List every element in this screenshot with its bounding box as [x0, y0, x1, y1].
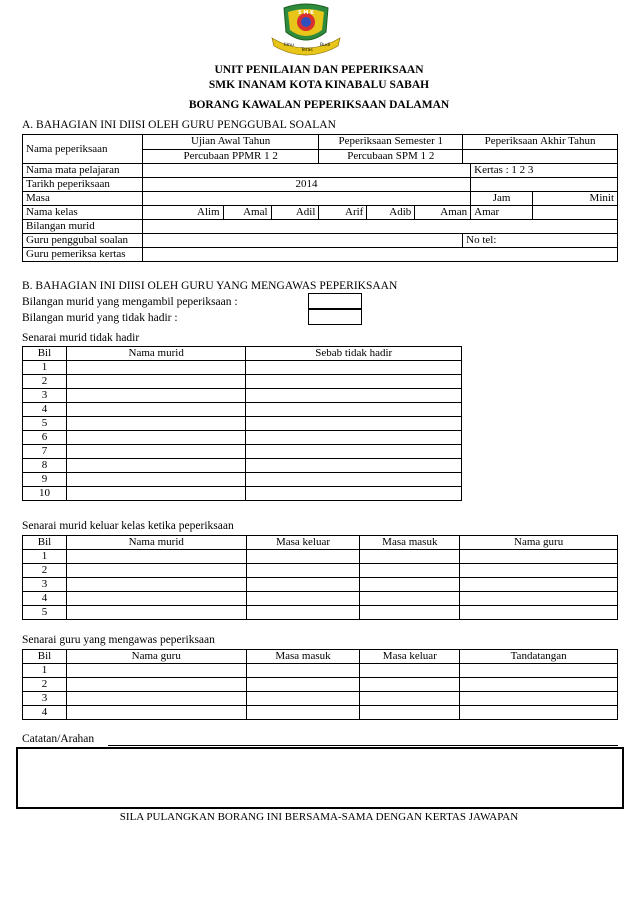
- keluar-cell[interactable]: [360, 592, 460, 606]
- col-masa-keluar: Masa keluar: [360, 650, 460, 664]
- field-guru-pemeriksa[interactable]: [142, 248, 617, 262]
- table-row: [23, 550, 618, 564]
- field-guru-penggubal[interactable]: [142, 234, 462, 248]
- keluar-cell[interactable]: [460, 606, 618, 620]
- pengawas-cell[interactable]: [66, 664, 246, 678]
- col-masa-masuk: Masa masuk: [360, 536, 460, 550]
- header-unit: UNIT PENILAIAN DAN PEPERIKSAAN: [214, 64, 424, 76]
- absent-cell[interactable]: [246, 473, 462, 487]
- pengawas-title: Senarai guru yang mengawas peperiksaan: [22, 634, 215, 646]
- keluar-cell[interactable]: [246, 606, 360, 620]
- keluar-cell[interactable]: [66, 564, 246, 578]
- col-sebab: Sebab tidak hadir: [246, 347, 462, 361]
- keluar-table: [22, 535, 618, 620]
- label-bilangan-tidak-hadir: Bilangan murid yang tidak hadir :: [22, 312, 178, 324]
- pengawas-cell[interactable]: [66, 678, 246, 692]
- pengawas-cell[interactable]: [460, 692, 618, 706]
- col-bil: Bil: [23, 347, 67, 361]
- field-kertas[interactable]: Kertas : 1 2 3: [471, 164, 618, 178]
- footer-note: SILA PULANGKAN BORANG INI BERSAMA-SAMA DENGAN KERTAS JAWAPAN: [119, 811, 519, 823]
- label-jam: Jam: [471, 192, 533, 206]
- svg-text:S M K: S M K: [298, 10, 314, 16]
- table-row: [23, 473, 462, 487]
- pengawas-cell[interactable]: [360, 692, 460, 706]
- field-bilangan-ambil[interactable]: [308, 293, 362, 309]
- row-number: 1: [23, 550, 67, 564]
- row-number: 4: [23, 706, 67, 720]
- field-mata-pelajaran[interactable]: [142, 164, 470, 178]
- row-number: 9: [23, 473, 67, 487]
- section-b-title: B. BAHAGIAN INI DIISI OLEH GURU YANG MENGAWAS PEPERIKSAAN: [22, 280, 398, 292]
- col-nama-guru: Nama guru: [66, 650, 246, 664]
- absent-cell[interactable]: [246, 375, 462, 389]
- table-row: [23, 664, 618, 678]
- row-number: 4: [23, 403, 67, 417]
- field-tarikh[interactable]: 2014: [142, 178, 470, 192]
- pengawas-cell[interactable]: [246, 664, 360, 678]
- row-number: 2: [23, 564, 67, 578]
- pengawas-cell[interactable]: [66, 692, 246, 706]
- keluar-cell[interactable]: [66, 550, 246, 564]
- keluar-cell[interactable]: [246, 578, 360, 592]
- keluar-cell[interactable]: [66, 606, 246, 620]
- label-bilangan-murid: Bilangan murid: [23, 220, 143, 234]
- absent-cell[interactable]: [66, 473, 246, 487]
- row-number: 2: [23, 375, 67, 389]
- keluar-cell[interactable]: [460, 564, 618, 578]
- row-number: 10: [23, 487, 67, 501]
- table-row: [23, 606, 618, 620]
- label-guru-pemeriksa: Guru pemeriksa kertas: [23, 248, 143, 262]
- pengawas-cell[interactable]: [360, 706, 460, 720]
- keluar-cell[interactable]: [360, 564, 460, 578]
- label-minit: Minit: [533, 192, 618, 206]
- absent-cell[interactable]: [66, 403, 246, 417]
- label-guru-penggubal: Guru penggubal soalan: [23, 234, 143, 248]
- pengawas-cell[interactable]: [66, 706, 246, 720]
- absent-cell[interactable]: [246, 403, 462, 417]
- option-pmr[interactable]: Percubaan PPMR 1 2: [142, 149, 318, 164]
- keluar-cell[interactable]: [360, 550, 460, 564]
- col-masa-keluar: Masa keluar: [246, 536, 360, 550]
- row-number: 3: [23, 692, 67, 706]
- keluar-cell[interactable]: [246, 564, 360, 578]
- table-row: [23, 692, 618, 706]
- absent-table: [22, 346, 462, 501]
- absent-cell[interactable]: [66, 389, 246, 403]
- col-bil: Bil: [23, 650, 67, 664]
- row-number: 3: [23, 389, 67, 403]
- pengawas-cell[interactable]: [360, 664, 460, 678]
- table-row: [23, 417, 462, 431]
- table-row: [23, 578, 618, 592]
- table-row: [23, 375, 462, 389]
- blank-cell: [533, 206, 618, 220]
- pengawas-cell[interactable]: [246, 678, 360, 692]
- absent-cell[interactable]: [246, 389, 462, 403]
- kelas-adil[interactable]: Adil: [271, 206, 319, 220]
- row-number: 1: [23, 664, 67, 678]
- table-row: [23, 403, 462, 417]
- col-nama-guru: Nama guru: [460, 536, 618, 550]
- col-nama-murid: Nama murid: [66, 347, 246, 361]
- kelas-adib[interactable]: Adib: [367, 206, 415, 220]
- pengawas-table: [22, 649, 618, 720]
- header-school: SMK INANAM KOTA KINABALU SABAH: [208, 79, 430, 91]
- pengawas-cell[interactable]: [460, 664, 618, 678]
- row-number: 7: [23, 445, 67, 459]
- absent-cell[interactable]: [66, 417, 246, 431]
- pengawas-cell[interactable]: [460, 706, 618, 720]
- absent-cell[interactable]: [66, 445, 246, 459]
- absent-cell[interactable]: [66, 459, 246, 473]
- keluar-cell[interactable]: [460, 592, 618, 606]
- catatan-label: Catatan/Arahan: [22, 733, 95, 745]
- label-bilangan-ambil: Bilangan murid yang mengambil peperiksaan :: [22, 296, 238, 308]
- form-title: BORANG KAWALAN PEPERIKSAAN DALAMAN: [188, 99, 450, 111]
- col-bil: Bil: [23, 536, 67, 550]
- absent-cell[interactable]: [246, 445, 462, 459]
- table-row: [23, 459, 462, 473]
- kelas-alim[interactable]: Alim: [142, 206, 223, 220]
- absent-cell[interactable]: [246, 361, 462, 375]
- col-nama-murid: Nama murid: [66, 536, 246, 550]
- pengawas-cell[interactable]: [360, 678, 460, 692]
- keluar-title: Senarai murid keluar kelas ketika peperiksaan: [22, 520, 234, 532]
- keluar-cell[interactable]: [66, 578, 246, 592]
- table-row: [23, 445, 462, 459]
- kelas-amar[interactable]: Amar: [471, 206, 533, 220]
- table-row: [23, 706, 618, 720]
- section-a-table: [22, 134, 618, 262]
- section-a-title: A. BAHAGIAN INI DIISI OLEH GURU PENGGUBAL SOALAN: [22, 119, 336, 131]
- row-number: 6: [23, 431, 67, 445]
- kelas-arif[interactable]: Arif: [319, 206, 367, 220]
- col-tandatangan: Tandatangan: [460, 650, 618, 664]
- kelas-amal[interactable]: Amal: [223, 206, 271, 220]
- pengawas-cell[interactable]: [460, 678, 618, 692]
- svg-text:Teras: Teras: [301, 48, 313, 53]
- label-nama-kelas: Nama kelas: [23, 206, 143, 220]
- absent-cell[interactable]: [246, 431, 462, 445]
- keluar-cell[interactable]: [460, 578, 618, 592]
- row-number: 4: [23, 592, 67, 606]
- catatan-box[interactable]: [16, 747, 624, 809]
- row-number: 8: [23, 459, 67, 473]
- absent-title: Senarai murid tidak hadir: [22, 332, 140, 344]
- label-nama-peperiksaan: Nama peperiksaan: [23, 135, 143, 164]
- absent-cell[interactable]: [66, 431, 246, 445]
- row-number: 5: [23, 606, 67, 620]
- keluar-cell[interactable]: [360, 606, 460, 620]
- table-row: [23, 564, 618, 578]
- absent-cell[interactable]: [246, 487, 462, 501]
- blank-cell: [471, 178, 618, 192]
- blank-cell: [463, 149, 618, 164]
- keluar-cell[interactable]: [246, 592, 360, 606]
- option-semester-1[interactable]: Peperiksaan Semester 1: [319, 135, 463, 150]
- absent-cell[interactable]: [66, 487, 246, 501]
- option-ujian-awal[interactable]: Ujian Awal Tahun: [142, 135, 318, 150]
- field-no-tel[interactable]: No tel:: [463, 234, 618, 248]
- catatan-line: [108, 745, 618, 746]
- option-akhir-tahun[interactable]: Peperiksaan Akhir Tahun: [463, 135, 618, 150]
- label-mata-pelajaran: Nama mata pelajaran: [23, 164, 143, 178]
- field-bilangan-tidak-hadir[interactable]: [308, 309, 362, 325]
- pengawas-cell[interactable]: [246, 692, 360, 706]
- absent-cell[interactable]: [246, 459, 462, 473]
- school-crest-icon: [270, 2, 342, 56]
- kelas-aman[interactable]: Aman: [415, 206, 471, 220]
- row-number: 5: [23, 417, 67, 431]
- field-masa[interactable]: [142, 192, 470, 206]
- label-masa: Masa: [23, 192, 143, 206]
- label-tarikh: Tarikh peperiksaan: [23, 178, 143, 192]
- col-masa-masuk: Masa masuk: [246, 650, 360, 664]
- table-row: [23, 678, 618, 692]
- option-spm[interactable]: Percubaan SPM 1 2: [319, 149, 463, 164]
- keluar-cell[interactable]: [460, 550, 618, 564]
- table-row: [23, 487, 462, 501]
- row-number: 3: [23, 578, 67, 592]
- keluar-cell[interactable]: [360, 578, 460, 592]
- absent-cell[interactable]: [66, 375, 246, 389]
- svg-text:Ilmu: Ilmu: [284, 43, 294, 48]
- absent-cell[interactable]: [246, 417, 462, 431]
- keluar-cell[interactable]: [246, 550, 360, 564]
- row-number: 1: [23, 361, 67, 375]
- svg-text:Budi: Budi: [320, 43, 331, 48]
- table-row: [23, 361, 462, 375]
- table-row: [23, 431, 462, 445]
- row-number: 2: [23, 678, 67, 692]
- table-row: [23, 592, 618, 606]
- keluar-cell[interactable]: [66, 592, 246, 606]
- field-bilangan-murid[interactable]: [142, 220, 617, 234]
- pengawas-cell[interactable]: [246, 706, 360, 720]
- table-row: [23, 389, 462, 403]
- absent-cell[interactable]: [66, 361, 246, 375]
